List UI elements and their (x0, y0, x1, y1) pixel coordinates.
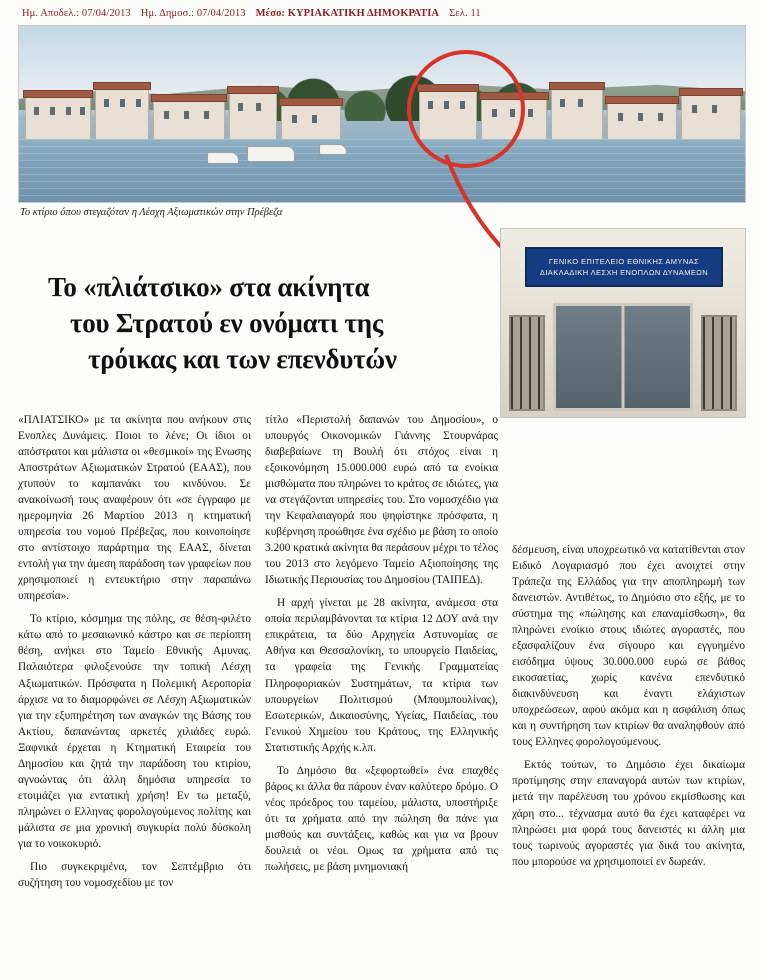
moored-boat (319, 144, 347, 155)
article-column-3 (512, 412, 745, 968)
building (153, 100, 225, 142)
inset-photo (500, 228, 746, 418)
article-column-2 (265, 412, 498, 968)
building (25, 96, 91, 142)
meta-received-date: Ημ. Αποδελ.: 07/04/2013 (22, 8, 131, 19)
meta-published-date: Ημ. Δημοσ.: 07/04/2013 (140, 8, 246, 19)
building (229, 92, 277, 142)
paragraph: «ΠΛΙΑΤΣΙΚΟ» με τα ακίνητα που ανήκουν στις Ενοπλες Δυνάμεις. Ποιοι το λένε; Οι ίδιοι οι απόστρατοι και μάλιστα οι «θεσμικοί» της Ενωσης Αποστράτων Αξιωματικών Στρατού (ΕΑΑΣ), που χτυπούν το καμπανάκι του κινδύνου. Σε ανακοίνωσή τους αναφέρουν ότι «σε έγγραφο με ημερομηνία 26 Μαρτίου 2013 η κτηματική υπηρεσία του νομού Πρέβεζας, που κοινοποίησε στο αντίστοιχο παράρτημα της ΕΑΑΣ, δίνεται εντολή για την άμεση παράδοση των γραφείων που χρησιμοποιεί η εντευκτήριο στην παραπάνω υπηρεσία». (18, 414, 251, 603)
meta-outlet: Μέσο: ΚΥΡΙΑΚΑΤΙΚΗ ΔΗΜΟΚΡΑΤΙΑ (255, 8, 440, 19)
page-title (48, 270, 468, 378)
meta-page-number: Σελ. 11 (449, 8, 481, 19)
building-sign (525, 247, 723, 287)
window-grille-right (701, 315, 737, 411)
paragraph: Εκτός τούτων, το Δημόσιο έχει δικαίωμα προτίμησης στην επαναγορά αυτών των κτιρίων, μετά την παρέλευση του χρόνου εκμίσθωσης και χάρη στο... τέχνασμα αυτό θα έχει καταφέρει να πληρώσει μια φορά τους δανειστές κι άλλη μια τους τωρινούς αγοραστές για δικά του ακίνητα, που μπορούσε να χρησιμοποιεί εν δωρεάν. (512, 759, 745, 868)
building (95, 88, 149, 142)
building (681, 94, 741, 142)
building (607, 102, 677, 142)
photo-highlight-circle (407, 50, 525, 168)
window-grille-left (509, 315, 545, 411)
article-headline (48, 270, 468, 378)
entrance-door (553, 303, 693, 411)
photo-waterfront-buildings (19, 79, 745, 142)
main-photo-block (18, 25, 746, 225)
clipping-meta-bar (18, 0, 746, 25)
sign-line-2: ΔΙΑΚΛΑΔΙΚΗ ΛΕΣΧΗ ΕΝΟΠΛΩΝ ΔΥΝΑΜΕΩΝ (539, 268, 709, 277)
paragraph: Το κτίριο, κόσμημα της πόλης, σε θέση-φιλέτο κάτω από το μεσαιωνικό κάστρο και σε περίοπτη θέση, ανήκει στο Ταμείο Εθνικής Αμυνας. Παλαιότερα φιλοξενούσε την τοπική Λέσχη Αξιωματικών. Πρόσφατα η Πολεμική Αεροπορία άρχισε να το διαμορφώνει σε Λέσχη Αξιωματικών για την εξυπηρέτηση των αναγκών της Βάσης του Ακτίου, δαπανώντας αρκετές χιλιάδες ευρώ. Ξαφνικά έρχεται η Κτηματική Εταιρεία του Δημοσίου και ζητά την παράδοση του κτιρίου, αγνοώντας ότι άλλη δημόσια υπηρεσία το ετοιμάζει για εντατική χρήση! Εν τω μεταξύ, πληρώνει ο Ελληνας φορολογούμενος πολίτης και μάλιστα σε μια χρονική συγκυρία πολύ δύσκολη για το νοικοκυριό. (18, 613, 251, 850)
headline-line-3: τρόικας και των επενδυτών (88, 343, 397, 374)
paragraph: Το Δημόσιο θα «ξεφορτωθεί» ένα επαχθές βάρος κι άλλα θα πάρουν έναν καλύτερο δρόμο. Ο νέος πρόεδρος του ταμείου, μάλιστα, υποστήριξε ότι τα χρήματα από την πώληση θα πάνε για μισθούς και συντάξεις, καθώς και για να βρουν δουλειά οι νέοι. Ομως τα χρήματα από τις πωλήσεις, με βάση μνημονιακή (265, 764, 498, 873)
paragraph: Η αρχή γίνεται με 28 ακίνητα, ανάμεσα στα οποία περιλαμβάνονται τα κτίρια 12 ΔΟΥ ανά την επικράτεια, τα δύο Αρχηγεία Αστυνομίας σε Αθήνα και Θεσσαλονίκη, το υπουργείο Παιδείας, τα γραφεία της Γενικής Γραμματείας Πληροφοριακών Συστημάτων, τα κτίρια των υπουργείων Πολιτισμού (Μπουμπουλίνας), Εσωτερικών, Δικαιοσύνης, Υγείας, Παιδείας, του Γενικού Χημείου του Κράτους, της Ελληνικής Στατιστικής Αρχής κ.λπ. (265, 597, 498, 754)
article-body (18, 412, 746, 968)
photo-caption: Το κτίριο όπου στεγαζόταν η Λέσχη Αξιωματικών στην Πρέβεζα (20, 207, 283, 218)
article-column-1 (18, 412, 251, 968)
building (551, 88, 603, 142)
sign-line-1: ΓΕΝΙΚΟ ΕΠΙΤΕΛΕΙΟ ΕΘΝΙΚΗΣ ΑΜΥΝΑΣ (548, 257, 700, 266)
moored-boat (247, 146, 295, 162)
headline-line-2: του Στρατού εν ονόματι της (70, 307, 384, 338)
moored-boat (207, 152, 239, 164)
photo-water (19, 139, 745, 202)
paragraph: τίτλο «Περιστολή δαπανών του Δημοσίου», ο υπουργός Οικονομικών Γιάννης Στουρνάρας διαβεβαίωνε τη Βουλή ότι στόχος είναι η εξοικονόμηση 15.000.000 ευρώ από τα ενοίκια μισθώματα που πληρώνει το κράτος σε ιδιώτες, για να στεγάζονται υπηρεσίες του. Στο νομοσχέδιο για την Κεφαλαιαγορά που ψηφίστηκε πρόσφατα, η κυβέρνηση προώθησε ένα σχέδιο με βάση το οποίο 3.200 κρατικά ακίνητα θα περάσουν μέχρι το τέλος του 2013 στο λεγόμενο Ταμείο Αξιοποίησης της Ιδιωτικής Περιουσίας του Δημοσίου (ΤΑΙΠΕΔ). (265, 414, 498, 587)
headline-line-1: Το «πλιάτσικο» στα ακίνητα (48, 272, 370, 302)
main-photo (18, 25, 746, 203)
paragraph: δέσμευση, είναι υποχρεωτικό να κατατίθενται στον Ειδικό Λογαριασμό που έχει ανοιχτεί στην Τράπεζα της Ελλάδος για την αποπληρωμή των δανειστών. Αντιθέτως, το Δημόσιο στο εξής, με το σύστημα της «πώλησης και επαναμίσθωση», θα πληρώνει ενοίκιο στους ιδιώτες αγοραστές, που εξασφαλίζουν ένα σίγουρο και εγγυημένο εισόδημα ύψους 30.000.000 ευρώ σε βάθος εικοσαετίας, χωρίς κανένα επενδυτικό διακινδύνευση και έναντι ελάχιστων υποχρεώσεων, αφού ακόμα και η ασφάλιση όπως και η συντήρηση των κτιρίων θα αναληφθούν από τους Ελληνες φορολογούμενους. (512, 544, 745, 749)
building (281, 104, 341, 142)
paragraph: Πιο συγκεκριμένα, τον Σεπτέμβριο ότι συζήτηση του νομοσχεδίου με τον (18, 860, 251, 889)
